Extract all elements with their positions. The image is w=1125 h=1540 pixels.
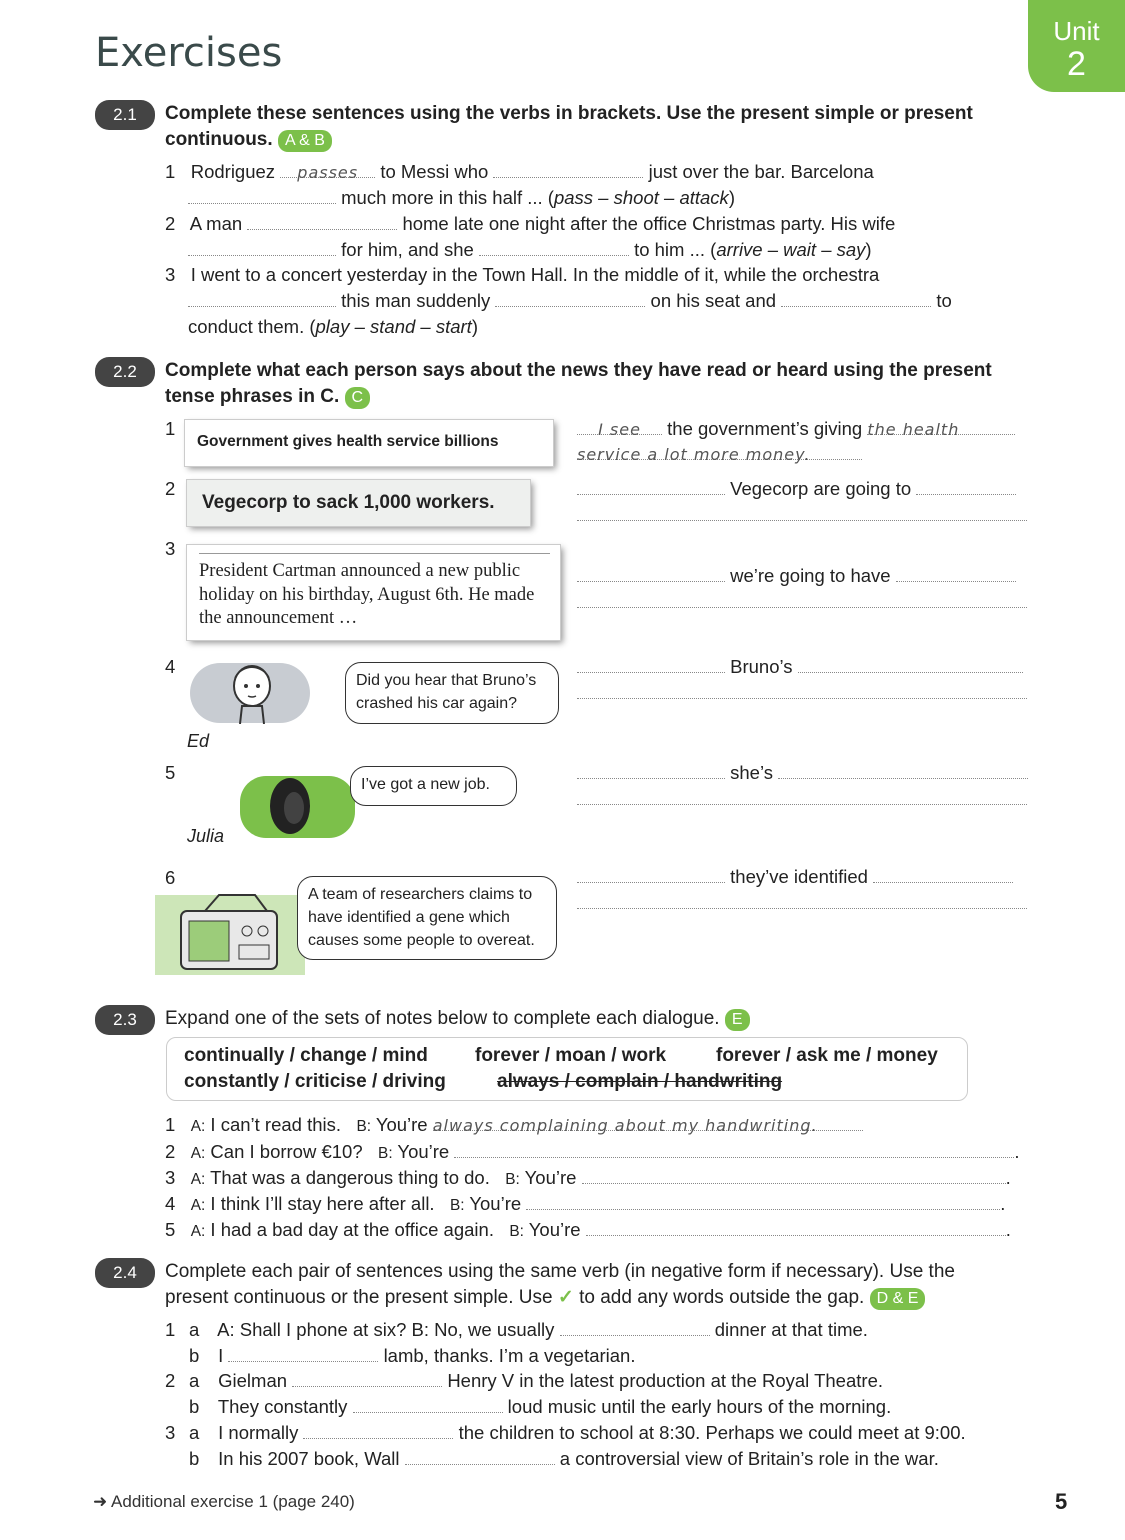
instruction-line (165, 127, 973, 153)
dialogue-item: 2 A: Can I borrow €10? B: You’re . (165, 1141, 1020, 1162)
speaker-a-label: A: (190, 1197, 206, 1214)
item-number: 3 (165, 264, 176, 285)
exercise-instruction (165, 358, 992, 410)
item-text: the children to school at 8:30. Perhaps we could meet at 9:00. (458, 1422, 966, 1443)
item-text: to him ... ( (634, 239, 717, 260)
item-text: to Messi who (380, 161, 489, 182)
headline-card (185, 420, 553, 466)
item-number: 4 (165, 656, 176, 677)
exercise-item-cont (188, 288, 952, 314)
answer-gap[interactable] (405, 1446, 555, 1465)
item-text: In his 2007 book, Wall (218, 1448, 400, 1469)
item-text: loud music until the early hours of the morning. (507, 1396, 892, 1417)
answer-gap[interactable] (188, 288, 336, 307)
item-text: just over the bar. Barcelona (648, 161, 874, 182)
answer-gap[interactable] (916, 476, 1016, 495)
answer-gap[interactable] (479, 237, 629, 256)
answer-gap[interactable] (228, 1343, 378, 1362)
item-number: 1 (165, 1114, 176, 1135)
speaker-a-text: That was a dangerous thing to do. (210, 1167, 490, 1188)
headline-card (187, 480, 530, 526)
speaker-b-label: B: (356, 1118, 371, 1135)
speaker-b-text: You’re (375, 1114, 428, 1135)
dialogue-item: 3 A: That was a dangerous thing to do. B: You’re . (165, 1167, 1011, 1188)
julia-portrait-icon (262, 774, 318, 844)
answer-gap[interactable] (798, 654, 1023, 673)
radio-icon (175, 893, 285, 975)
speaker-a-text: Can I borrow €10? (210, 1141, 363, 1162)
item-number: 4 (165, 1193, 176, 1214)
note-item: constantly / criticise / driving (184, 1071, 446, 1092)
item-text: a controversial view of Britain’s role in the war. (559, 1448, 939, 1469)
answer-gap[interactable] (577, 563, 725, 582)
handwritten-answer: passes (297, 163, 359, 182)
answer-gap[interactable] (353, 1394, 503, 1413)
exercise-badge: 2.2 (95, 357, 155, 387)
answer-gap[interactable] (432, 1112, 863, 1135)
item-text: I (218, 1345, 224, 1366)
pair-item (165, 1317, 868, 1343)
item-number: 1 (165, 1319, 176, 1340)
pair-item (165, 1420, 966, 1446)
item-number: 1 (165, 418, 176, 439)
item-letter: b (189, 1396, 200, 1417)
answer-text: we’re going to have (730, 565, 891, 586)
answer-gap[interactable] (495, 288, 645, 307)
answer-gap[interactable] (292, 1368, 442, 1387)
note-item: forever / ask me / money (716, 1045, 938, 1066)
article-text: President Cartman announced a new public holiday on his birthday, August 6th. He made the announcement … (199, 561, 535, 628)
speaker-b-text: You’re (469, 1193, 522, 1214)
item-number: 2 (165, 1370, 176, 1391)
item-letter: b (189, 1345, 200, 1366)
item-number: 3 (165, 1422, 176, 1443)
note-item: continually / change / mind (184, 1045, 428, 1066)
item-text: for him, and she (341, 239, 474, 260)
exercise-item-cont (188, 314, 478, 340)
exercise-item (165, 159, 874, 185)
pair-item (165, 1343, 636, 1369)
answer-line (577, 760, 1028, 786)
headline-text: Vegecorp to sack 1,000 workers. (202, 492, 495, 513)
exercise-badge: 2.3 (95, 1005, 155, 1035)
speaker-a-text: I think I’ll stay here after all. (210, 1193, 435, 1214)
answer-gap[interactable] (280, 159, 375, 182)
exercise-item-cont (188, 237, 872, 263)
handwritten-answer: always complaining about my handwriting. (432, 1116, 818, 1135)
section-tag: C (345, 387, 371, 409)
item-text: I normally (218, 1422, 299, 1443)
speaker-a-label: A: (190, 1171, 206, 1188)
instruction-text: continuous. (165, 129, 273, 150)
answer-gap[interactable] (778, 760, 1028, 779)
speech-bubble: Did you hear that Bruno’s crashed his car again? (345, 662, 559, 724)
answer-gap[interactable] (577, 589, 1027, 608)
instruction-text: to add any words outside the gap. (579, 1287, 865, 1308)
speaker-b-label: B: (505, 1171, 520, 1188)
speaker-b-text: You’re (528, 1219, 581, 1240)
answer-gap[interactable] (586, 1217, 1006, 1236)
item-number: 2 (165, 213, 176, 234)
speaker-a-label: A: (190, 1145, 206, 1162)
speaker-a-text: I can’t read this. (210, 1114, 342, 1135)
handwritten-answer: I see (598, 420, 641, 439)
additional-exercise-link[interactable]: ➜ Additional exercise 1 (page 240) (93, 1492, 355, 1511)
answer-gap[interactable] (577, 416, 662, 439)
item-number: 5 (165, 1219, 176, 1240)
answer-gap[interactable] (577, 786, 1027, 805)
speaker-b-label: B: (509, 1223, 524, 1240)
insert-mark-icon: ✓ (557, 1287, 574, 1308)
dialogue-item: 4 A: I think I’ll stay here after all. B: You’re . (165, 1193, 1006, 1214)
item-text: Gielman (218, 1370, 288, 1391)
instruction-text: Expand one of the sets of notes below to complete each dialogue. (165, 1008, 720, 1029)
exercise-instruction (165, 101, 973, 153)
speaker-b-text: You’re (397, 1141, 450, 1162)
dialogue-item: 5 A: I had a bad day at the office again. B: You’re . (165, 1219, 1011, 1240)
answer-line (577, 476, 1016, 502)
item-number: 2 (165, 478, 176, 499)
speaker-b-label: B: (450, 1197, 465, 1214)
answer-gap[interactable] (188, 185, 336, 204)
speaker-a-label: A: (190, 1223, 206, 1240)
item-text: Rodriguez (190, 161, 276, 182)
answer-line (577, 864, 1013, 890)
item-number: 5 (165, 762, 176, 783)
speech-bubble: I’ve got a new job. (350, 766, 517, 806)
answer-gap[interactable] (560, 1317, 710, 1336)
answer-gap[interactable] (454, 1139, 1014, 1158)
instruction-line (165, 384, 992, 410)
item-text: home late one night after the office Christmas party. His wife (402, 213, 896, 234)
answer-text: they’ve identified (730, 866, 868, 887)
answer-gap[interactable] (303, 1420, 453, 1439)
answer-gap[interactable] (577, 760, 725, 779)
instruction-line: Complete each pair of sentences using the same verb (in negative form if necessary). Use the (165, 1261, 955, 1282)
exercise-item (165, 262, 879, 288)
answer-gap[interactable] (188, 237, 336, 256)
item-text: dinner at that time. (714, 1319, 868, 1340)
instruction-text: tense phrases in C. (165, 386, 340, 407)
speaker-b-text: You’re (524, 1167, 577, 1188)
section-tag: D & E (870, 1288, 926, 1310)
page-title: Exercises (95, 30, 283, 76)
item-text: much more in this half ... ( (341, 187, 554, 208)
answer-gap[interactable] (526, 1191, 1000, 1210)
answer-gap[interactable] (867, 416, 1015, 439)
exercise-badge: 2.4 (95, 1258, 155, 1288)
speaker-name: Julia (187, 826, 225, 846)
answer-gap[interactable] (577, 680, 1027, 699)
answer-gap[interactable] (577, 890, 1027, 909)
pair-item (165, 1446, 939, 1472)
section-tag: A & B (278, 130, 332, 152)
exercise-item-cont (188, 185, 735, 211)
answer-line (577, 563, 1016, 589)
item-text: on his seat and (650, 290, 777, 311)
handwritten-answer: service a lot more money. (577, 445, 811, 464)
ed-portrait-icon (224, 658, 280, 724)
speaker-a-label: A: (190, 1118, 206, 1135)
item-text: to (936, 290, 952, 311)
item-text: A: Shall I phone at six? B: No, we usually (217, 1319, 555, 1340)
answer-gap[interactable] (781, 288, 931, 307)
answer-line (577, 654, 1023, 680)
verbs-hint: arrive – wait – say (716, 239, 866, 260)
answer-line (577, 416, 1015, 442)
item-number: 6 (165, 867, 176, 888)
item-text: A man (189, 213, 243, 234)
answer-gap[interactable] (896, 563, 1016, 582)
answer-gap[interactable] (577, 654, 725, 673)
verbs-hint: play – stand – start (315, 316, 472, 337)
instruction-text: present continuous or the present simple. Use (165, 1287, 553, 1308)
item-letter: a (189, 1422, 200, 1443)
answer-text: she’s (730, 762, 773, 783)
unit-label: Unit (1053, 16, 1100, 46)
instruction-line: Complete these sentences using the verbs in brackets. Use the present simple or present (165, 103, 973, 124)
item-letter: a (189, 1319, 200, 1340)
unit-tab (1028, 0, 1125, 92)
item-letter: a (189, 1370, 200, 1391)
answer-text: the government’s giving (667, 418, 863, 439)
article-card (187, 545, 560, 640)
pair-item (165, 1368, 883, 1394)
unit-number: 2 (1067, 45, 1086, 83)
headline-text: Government gives health service billions (197, 433, 499, 450)
item-text: I went to a concert yesterday in the Town Hall. In the middle of it, while the orchestra (190, 264, 880, 285)
answer-text: Bruno’s (730, 656, 793, 677)
answer-gap[interactable] (582, 1165, 1006, 1184)
instruction-line: Complete what each person says about the news they have read or heard using the present (165, 360, 992, 381)
item-letter: b (189, 1448, 200, 1469)
verbs-hint: pass – shoot – attack (553, 187, 729, 208)
item-text: conduct them. ( (188, 316, 316, 337)
answer-gap[interactable] (873, 864, 1013, 883)
item-number: 3 (165, 538, 176, 559)
item-text: Henry V in the latest production at the Royal Theatre. (447, 1370, 883, 1391)
answer-gap[interactable] (577, 441, 862, 464)
item-text: ) (471, 316, 478, 337)
item-text: this man suddenly (341, 290, 491, 311)
item-number: 3 (165, 1167, 176, 1188)
item-number: 1 (165, 161, 176, 182)
section-tag: E (725, 1009, 750, 1031)
item-number: 2 (165, 1141, 176, 1162)
exercise-instruction (165, 1259, 955, 1311)
item-text: They constantly (217, 1396, 348, 1417)
exercise-item (165, 211, 895, 237)
speech-bubble: A team of researchers claims to have identified a gene which causes some people to overeat. (297, 876, 557, 960)
answer-text: Vegecorp are going to (730, 478, 912, 499)
item-text: lamb, thanks. I’m a vegetarian. (383, 1345, 636, 1366)
exercise-instruction (165, 1006, 750, 1032)
exercise-badge: 2.1 (95, 100, 155, 130)
item-text: ) (865, 239, 872, 260)
answer-gap[interactable] (577, 476, 725, 495)
speaker-a-text: I had a bad day at the office again. (210, 1219, 494, 1240)
speaker-b-label: B: (378, 1145, 393, 1162)
answer-gap[interactable] (247, 211, 397, 230)
note-item-used: always / complain / handwriting (497, 1071, 783, 1092)
item-text: ) (728, 187, 735, 208)
page-number: 5 (1055, 1489, 1068, 1514)
answer-gap[interactable] (493, 159, 643, 178)
instruction-line (165, 1285, 955, 1311)
answer-gap[interactable] (577, 502, 1027, 521)
note-item: forever / moan / work (475, 1045, 667, 1066)
dialogue-item (165, 1112, 863, 1140)
pair-item (165, 1394, 891, 1420)
handwritten-answer: the health (867, 420, 960, 439)
answer-line (577, 441, 862, 467)
speaker-name: Ed (187, 731, 210, 751)
answer-gap[interactable] (577, 864, 725, 883)
